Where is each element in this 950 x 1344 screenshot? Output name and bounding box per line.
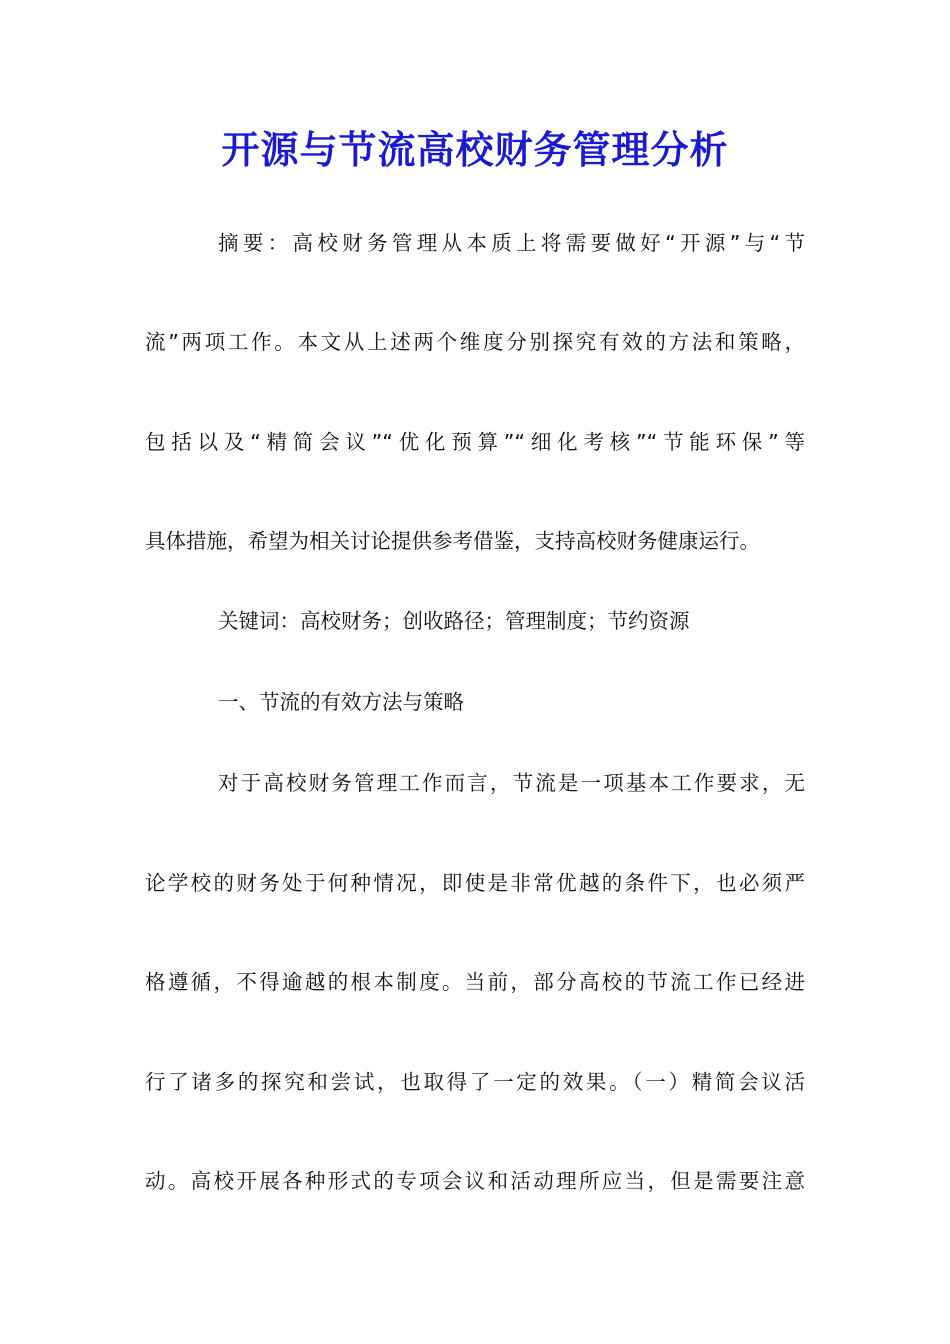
body-line-3: 格遵循，不得逾越的根本制度。当前，部分高校的节流工作已经进	[145, 970, 805, 994]
abstract-line-3: 包括以及“精简会议”“优化预算”“细化考核”“节能环保”等	[145, 430, 805, 454]
abstract-line-1: 摘要：高校财务管理从本质上将需要做好“开源”与“节	[218, 231, 805, 255]
body-line-1: 对于高校财务管理工作而言，节流是一项基本工作要求，无	[218, 771, 805, 795]
document-title: 开源与节流高校财务管理分析	[221, 127, 729, 172]
section-heading: 一、节流的有效方法与策略	[218, 690, 464, 714]
abstract-line-4: 具体措施，希望为相关讨论提供参考借鉴，支持高校财务健康运行。	[145, 529, 760, 553]
body-line-2: 论学校的财务处于何种情况，即使是非常优越的条件下，也必须严	[145, 871, 805, 895]
body-line-4: 行了诸多的探究和尝试，也取得了一定的效果。（一）精简会议活	[145, 1070, 805, 1094]
body-line-5: 动。高校开展各种形式的专项会议和活动理所应当，但是需要注意	[145, 1169, 805, 1193]
abstract-line-2: 流”两项工作。本文从上述两个维度分别探究有效的方法和策略，	[145, 330, 805, 354]
keywords-line: 关键词：高校财务；创收路径；管理制度；节约资源	[218, 609, 690, 633]
